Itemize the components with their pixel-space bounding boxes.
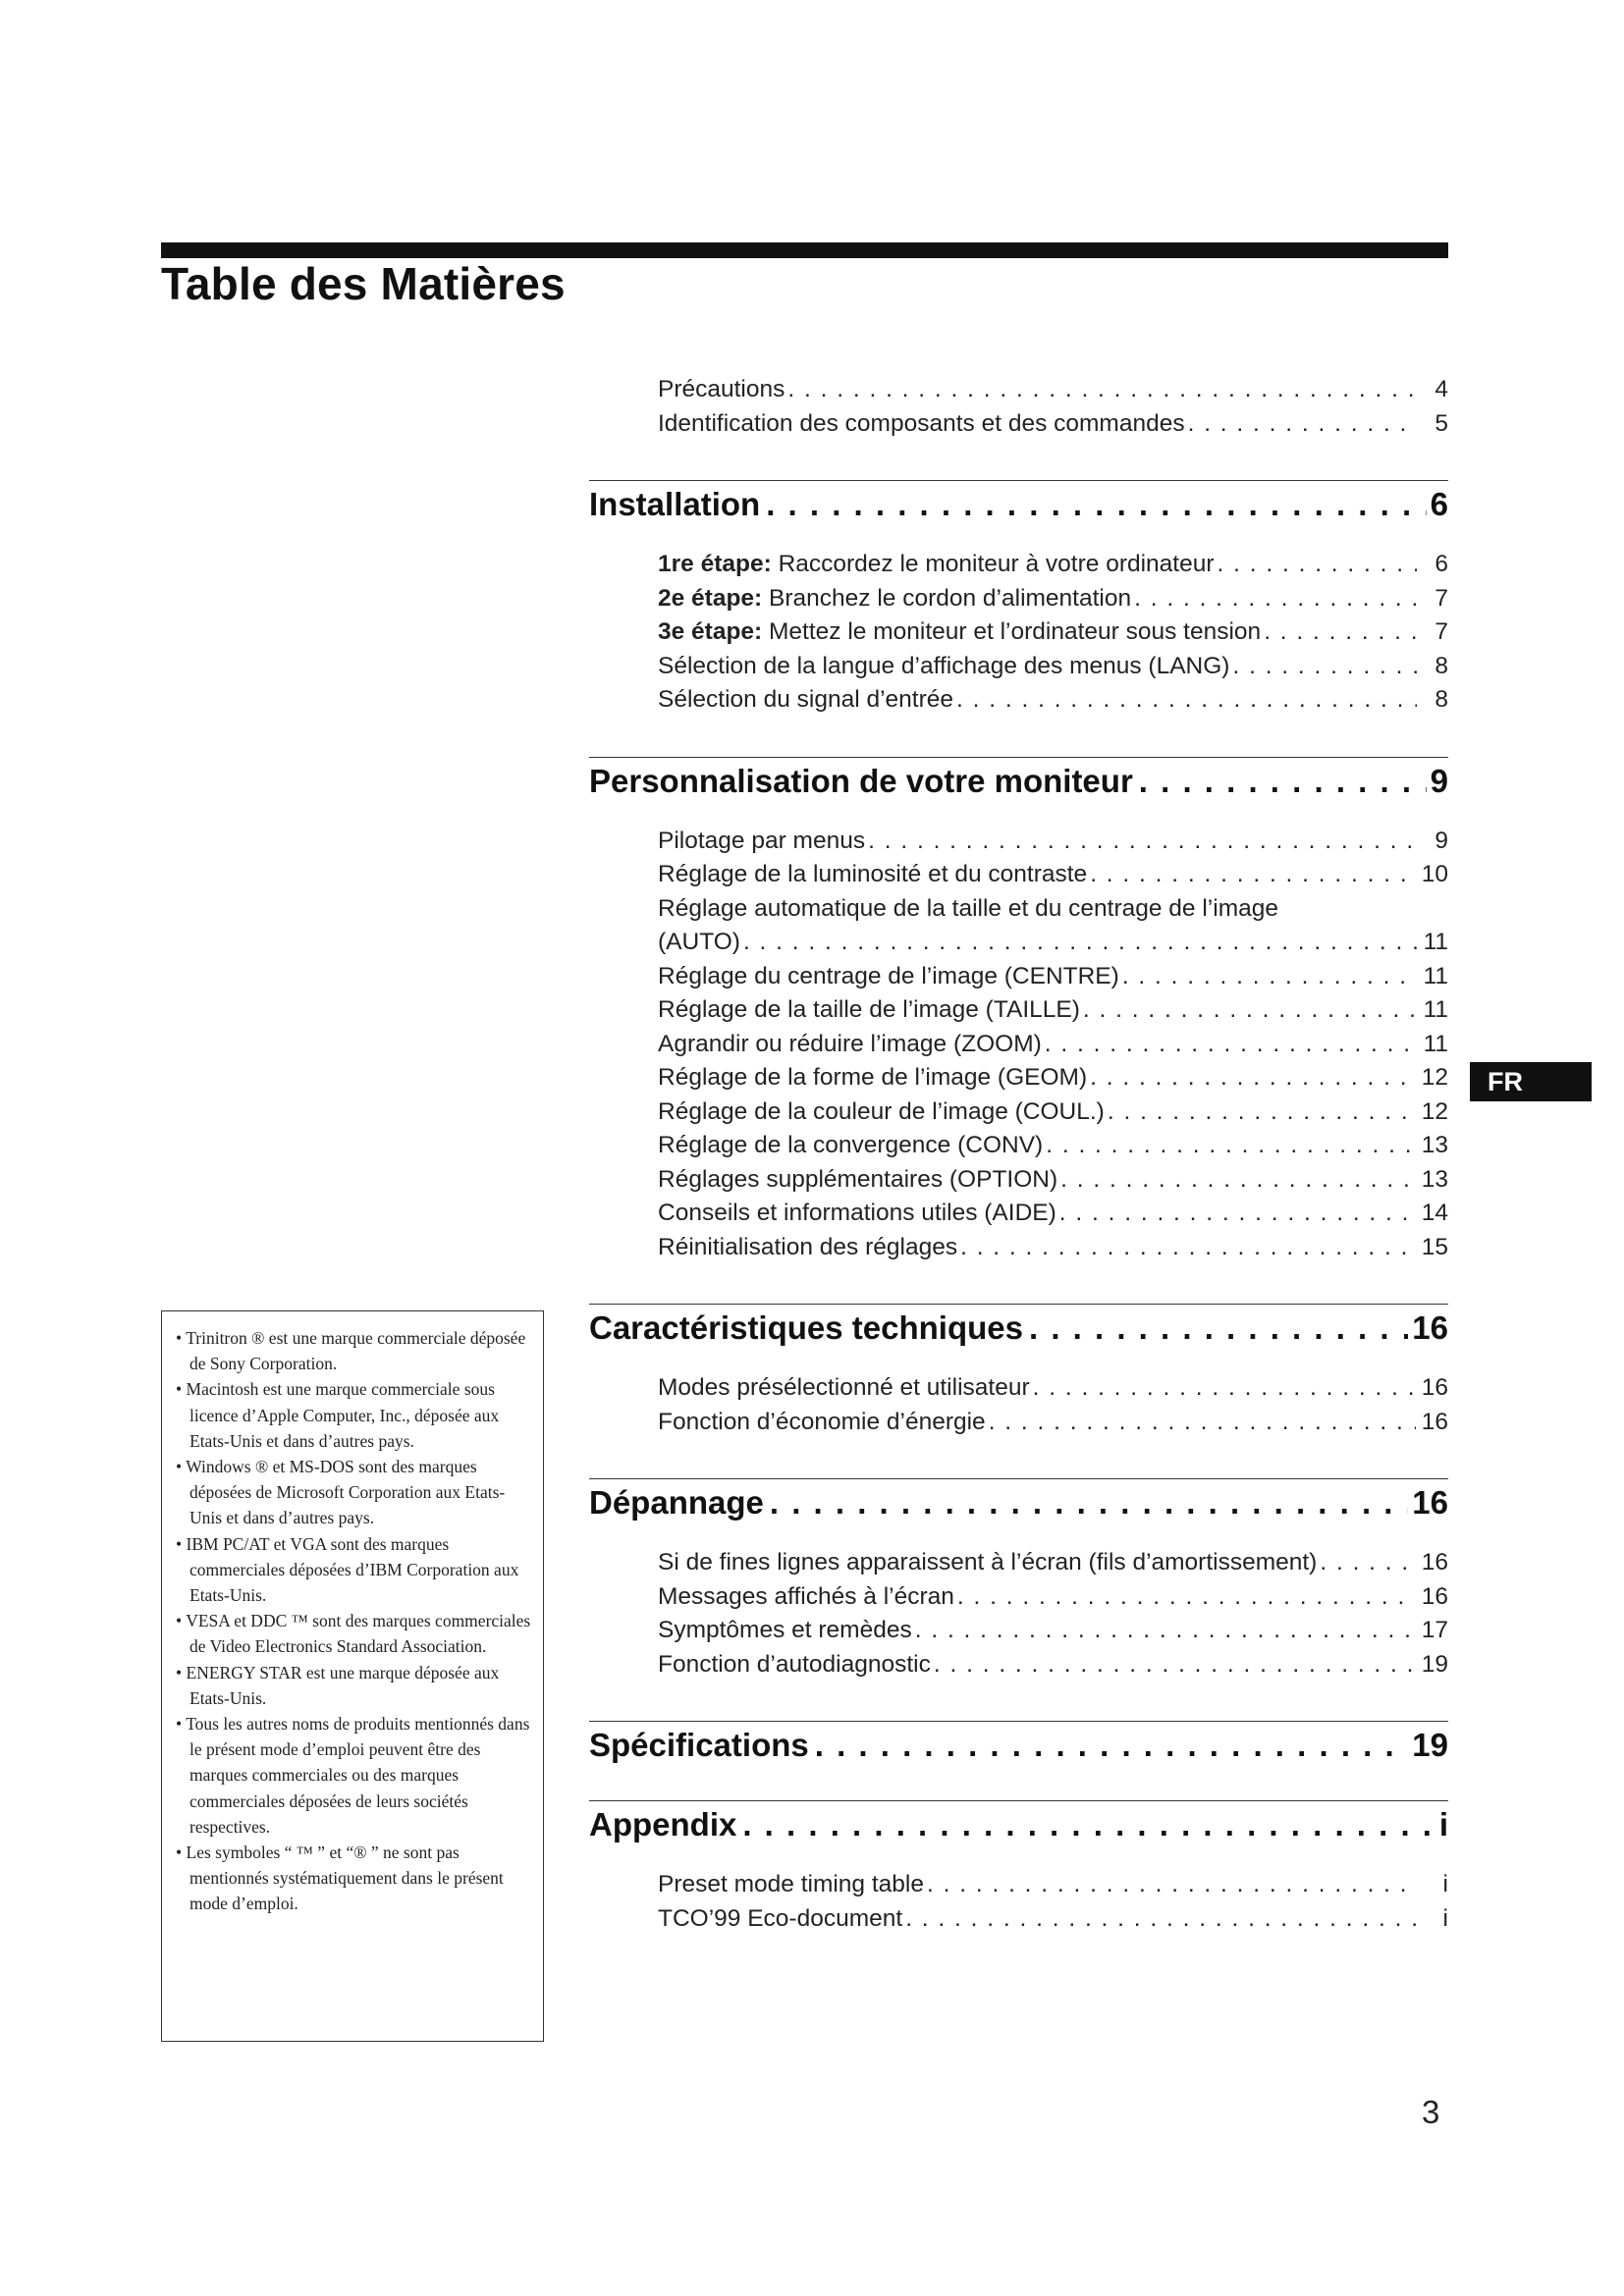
toc-entry-page: 13 — [1421, 1165, 1448, 1193]
caracteristiques-entries — [658, 1371, 1448, 1439]
toc-entry[interactable] — [658, 858, 1448, 892]
toc-entry[interactable] — [658, 650, 1448, 684]
section-heading-caracteristiques[interactable] — [589, 1304, 1448, 1350]
toc-entry[interactable] — [658, 1406, 1448, 1440]
step-label: 1re étape: — [658, 551, 772, 577]
toc-entry-page: 11 — [1423, 1030, 1448, 1057]
trademark-note: • VESA et DDC ™ sont des marques commerciales de Video Electronics Standard Association. — [176, 1608, 531, 1659]
toc-entry-page: 7 — [1435, 584, 1448, 612]
dot-leader — [1087, 858, 1416, 892]
toc-entry-page: 12 — [1421, 1097, 1448, 1125]
section-title: Dépannage — [589, 1484, 764, 1521]
toc-entry-page: 8 — [1435, 686, 1448, 713]
toc-entry-text — [658, 548, 1215, 582]
toc-entry[interactable] — [658, 1095, 1448, 1130]
toc-entry-text: Agrandir ou réduire l’image (ZOOM) — [658, 1030, 1042, 1057]
toc-entry-page: 11 — [1423, 962, 1448, 989]
dot-leader — [953, 683, 1417, 718]
toc-entry[interactable] — [658, 1868, 1448, 1902]
toc-entry-text: Identification des composants et des commandes — [658, 409, 1185, 437]
toc-entry-text: Symptômes et remèdes — [658, 1617, 912, 1643]
toc-entry-text: Modes présélectionné et utilisateur — [658, 1374, 1030, 1401]
section-heading-specifications[interactable] — [589, 1721, 1448, 1767]
step-text: Raccordez le moniteur à votre ordinateur — [771, 551, 1215, 577]
trademark-note: • Macintosh est une marque commerciale sous licence d’Apple Computer, Inc., déposée aux Etats-Unis et dans d’autres pays. — [176, 1376, 531, 1454]
dot-leader — [1043, 1129, 1416, 1163]
language-tab: FR — [1470, 1062, 1592, 1101]
section-page: 16 — [1412, 1484, 1448, 1521]
toc-entry-text: Fonction d’économie d’énergie — [658, 1408, 986, 1435]
page-number: 3 — [1422, 2094, 1440, 2130]
appendix-entries — [658, 1868, 1448, 1936]
toc-entry-page: 8 — [1435, 652, 1448, 679]
toc-entry-text — [658, 615, 1261, 650]
toc-entry-text: Preset mode timing table — [658, 1871, 924, 1897]
page-title: Table des Matières — [161, 258, 566, 309]
section-title: Installation — [589, 486, 761, 522]
toc-entry-page: 14 — [1421, 1200, 1448, 1226]
installation-entries — [658, 548, 1448, 718]
toc-entry-text: Réglage de la luminosité et du contraste — [658, 861, 1088, 887]
section-title: Appendix — [589, 1806, 737, 1842]
toc-entry[interactable] — [658, 548, 1448, 582]
toc-entry[interactable] — [658, 615, 1448, 650]
toc-entry-text: Sélection de la langue d’affichage des menus (LANG) — [658, 652, 1230, 679]
dot-leader — [1261, 615, 1417, 650]
dot-leader — [986, 1406, 1416, 1440]
dot-leader — [1057, 1163, 1416, 1198]
toc-entry[interactable] — [658, 1231, 1448, 1265]
trademark-notes-box — [161, 1310, 544, 2042]
section-page: 19 — [1412, 1727, 1448, 1763]
toc-entry-text: Sélection du signal d’entrée — [658, 686, 954, 713]
dot-leader — [1317, 1546, 1415, 1580]
toc-entry-page: 11 — [1423, 996, 1448, 1023]
dot-leader — [954, 1580, 1416, 1615]
dot-leader — [1215, 548, 1417, 582]
section-title: Personnalisation de votre moniteur — [589, 762, 1133, 799]
toc-entry-page: 7 — [1435, 618, 1448, 645]
dot-leader — [809, 1724, 1409, 1767]
top-rule — [161, 242, 1448, 258]
depannage-entries — [658, 1546, 1448, 1682]
trademark-note: • IBM PC/AT et VGA sont des marques commerciales déposées d’IBM Corporation aux Etats-Unis. — [176, 1531, 531, 1609]
toc-entry-text: Messages affichés à l’écran — [658, 1582, 954, 1610]
toc-entry[interactable] — [658, 1163, 1448, 1198]
toc-entry-text: Réglage de la taille de l’image (TAILLE) — [658, 996, 1080, 1023]
toc-entry-text: (AUTO) — [658, 929, 740, 955]
toc-entry-page: 13 — [1421, 1132, 1448, 1158]
toc-entry-page: 6 — [1435, 551, 1448, 577]
dot-leader — [785, 373, 1417, 407]
toc-entry-text — [658, 582, 1131, 616]
toc-entry-page: 11 — [1423, 929, 1448, 955]
step-text: Branchez le cordon d’alimentation — [762, 584, 1132, 612]
toc-entry[interactable] — [658, 1648, 1448, 1682]
toc-entry[interactable] — [658, 1371, 1448, 1406]
toc-entry-page: 16 — [1421, 1408, 1448, 1435]
section-heading-appendix[interactable] — [589, 1800, 1448, 1846]
toc-entry[interactable] — [658, 1061, 1448, 1095]
toc-entry-text: Réglages supplémentaires (OPTION) — [658, 1165, 1058, 1193]
toc-entry[interactable] — [658, 1546, 1448, 1580]
toc-entry[interactable] — [658, 825, 1448, 859]
dot-leader — [1131, 582, 1417, 616]
section-title: Caractéristiques techniques — [589, 1309, 1023, 1346]
trademark-notes-list — [176, 1325, 531, 1917]
toc-entry[interactable] — [658, 926, 1448, 960]
toc-entry-wrapped-line[interactable] — [658, 892, 1448, 927]
step-label: 2e étape: — [658, 584, 763, 612]
toc-entry[interactable] — [658, 960, 1448, 994]
toc-entry-page: 12 — [1421, 1064, 1448, 1091]
trademark-note: • ENERGY STAR est une marque déposée aux Etats-Unis. — [176, 1660, 531, 1711]
toc-entry[interactable] — [658, 1028, 1448, 1062]
toc-entry-page: 17 — [1421, 1617, 1448, 1643]
dot-leader — [1030, 1371, 1416, 1406]
dot-leader — [1185, 407, 1417, 442]
toc-entry-page: 16 — [1421, 1374, 1448, 1401]
dot-leader — [1229, 650, 1417, 684]
trademark-note: • Windows ® et MS-DOS sont des marques déposées de Microsoft Corporation aux Etats-Unis et dans d’autres pays. — [176, 1454, 531, 1531]
dot-leader — [1023, 1307, 1408, 1350]
toc-entry-text: Conseils et informations utiles (AIDE) — [658, 1200, 1056, 1226]
toc-entry-text: Si de fines lignes apparaissent à l’écran (fils d’amortissement) — [658, 1549, 1318, 1575]
toc-entry-text: TCO’99 Eco-document — [658, 1904, 903, 1932]
toc-entry-page: i — [1442, 1904, 1448, 1932]
table-of-contents — [589, 373, 1448, 1975]
dot-leader — [957, 1231, 1416, 1265]
dot-leader — [1080, 993, 1417, 1028]
step-label: 3e étape: — [658, 618, 763, 645]
toc-entry[interactable] — [658, 1580, 1448, 1615]
toc-entry-text: Précautions — [658, 376, 785, 402]
dot-leader — [1133, 760, 1427, 803]
dot-leader — [931, 1648, 1416, 1682]
toc-entry-text: Réglage de la forme de l’image (GEOM) — [658, 1064, 1088, 1091]
trademark-note: • Tous les autres noms de produits mentionnés dans le présent mode d’emploi peuvent être des marques commerciales ou des marques commerciales déposées de leurs sociétés respectives. — [176, 1711, 531, 1840]
toc-entry-page: 16 — [1421, 1582, 1448, 1610]
section-page: 6 — [1430, 486, 1448, 522]
toc-entry-text: Réinitialisation des réglages — [658, 1233, 958, 1260]
toc-entry[interactable] — [658, 683, 1448, 718]
toc-entry-text: Pilotage par menus — [658, 827, 866, 854]
intro-entries — [658, 373, 1448, 441]
toc-entry-text: Réglage de la convergence (CONV) — [658, 1132, 1044, 1158]
toc-entry[interactable] — [658, 993, 1448, 1028]
dot-leader — [760, 483, 1426, 526]
trademark-note: • Les symboles “ ™ ” et “® ” ne sont pas mentionnés systématiquement dans le présent mode d’emploi. — [176, 1840, 531, 1917]
toc-entry-text: Réglage du centrage de l’image (CENTRE) — [658, 962, 1119, 989]
toc-entry-page: 9 — [1435, 827, 1448, 854]
dot-leader — [1042, 1028, 1417, 1062]
toc-entry[interactable] — [658, 407, 1448, 442]
section-page: i — [1438, 1806, 1448, 1842]
toc-entry-text: Réglage de la couleur de l’image (COUL.) — [658, 1097, 1105, 1125]
dot-leader — [902, 1902, 1417, 1937]
dot-leader — [1105, 1095, 1416, 1130]
dot-leader — [1056, 1197, 1416, 1231]
dot-leader — [912, 1614, 1416, 1648]
trademark-note: • Trinitron ® est une marque commerciale déposée de Sony Corporation. — [176, 1325, 531, 1376]
toc-entry[interactable] — [658, 373, 1448, 407]
dot-leader — [740, 926, 1417, 960]
dot-leader — [865, 825, 1417, 859]
section-title: Spécifications — [589, 1727, 809, 1763]
toc-entry-page: 4 — [1435, 376, 1448, 402]
toc-entry-page: 15 — [1421, 1233, 1448, 1260]
dot-leader — [1087, 1061, 1416, 1095]
section-page: 9 — [1430, 762, 1448, 799]
toc-entry[interactable] — [658, 1614, 1448, 1648]
toc-entry[interactable] — [658, 1129, 1448, 1163]
toc-entry[interactable] — [658, 582, 1448, 616]
section-heading-installation[interactable] — [589, 480, 1448, 526]
section-heading-depannage[interactable] — [589, 1478, 1448, 1524]
toc-entry-page: 5 — [1435, 409, 1448, 437]
dot-leader — [764, 1481, 1408, 1524]
toc-entry-page: 16 — [1421, 1549, 1448, 1575]
toc-entry[interactable] — [658, 1902, 1448, 1937]
section-page: 16 — [1412, 1309, 1448, 1346]
toc-entry-page: 19 — [1421, 1650, 1448, 1678]
dot-leader — [924, 1868, 1417, 1902]
toc-entry[interactable] — [658, 1197, 1448, 1231]
toc-entry-text: Fonction d’autodiagnostic — [658, 1650, 931, 1678]
toc-entry-page: 10 — [1421, 861, 1448, 887]
toc-entry-page: i — [1442, 1871, 1448, 1897]
dot-leader — [736, 1803, 1435, 1846]
step-text: Mettez le moniteur et l’ordinateur sous tension — [762, 618, 1262, 645]
dot-leader — [1119, 960, 1417, 994]
section-heading-personnalisation[interactable] — [589, 757, 1448, 803]
personnalisation-entries — [658, 825, 1448, 1265]
toc-entry-text: Réglage automatique de la taille et du centrage de l’image — [658, 894, 1278, 922]
